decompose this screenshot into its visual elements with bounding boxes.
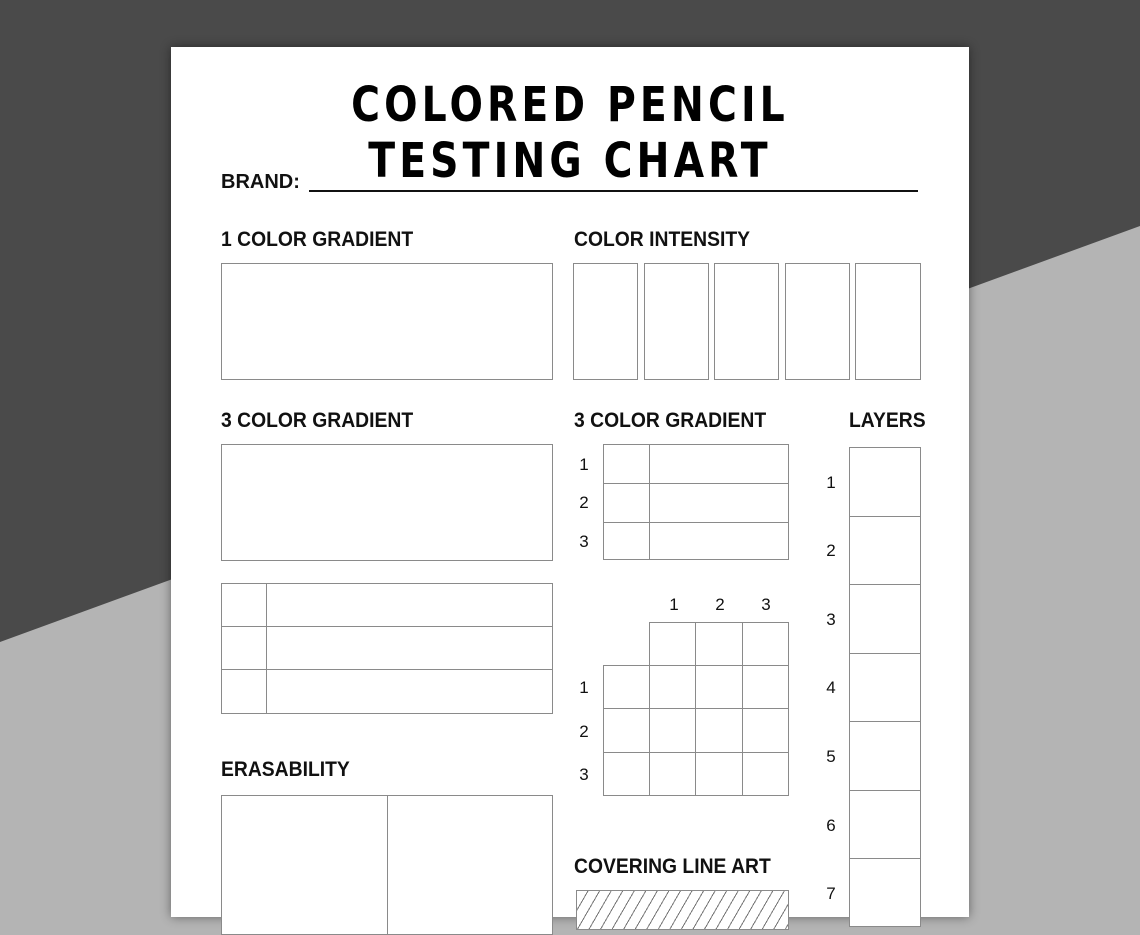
gradient-row-number: 2	[579, 493, 589, 512]
heading-covering-line-art: COVERING LINE ART	[574, 855, 771, 878]
gradient-swatch-table[interactable]	[603, 444, 789, 560]
heading-color-intensity: COLOR INTENSITY	[574, 228, 751, 251]
heading-one-color-gradient: 1 COLOR GRADIENT	[221, 228, 414, 251]
layer-divider	[849, 790, 921, 791]
layers-column[interactable]	[849, 447, 921, 927]
intensity-box-2[interactable]	[644, 263, 709, 380]
table-divider	[649, 444, 650, 560]
heading-three-color-gradient-right: 3 COLOR GRADIENT	[574, 409, 767, 432]
chart-sheet	[171, 47, 969, 917]
covering-line-art-box[interactable]	[576, 890, 789, 930]
mix-col-number: 1	[669, 595, 679, 614]
layer-number: 3	[826, 610, 836, 629]
one-color-gradient-box[interactable]	[221, 263, 553, 380]
table-divider	[649, 665, 650, 796]
table-divider	[695, 665, 696, 796]
layer-number: 6	[826, 816, 836, 835]
layer-number: 7	[826, 884, 836, 903]
layer-number: 1	[826, 473, 836, 492]
mix-grid-header-row[interactable]	[649, 622, 789, 666]
layer-divider	[849, 584, 921, 585]
table-divider	[695, 622, 696, 666]
table-divider	[266, 583, 267, 714]
intensity-box-1[interactable]	[573, 263, 638, 380]
table-divider	[742, 622, 743, 666]
mix-row-number: 1	[579, 678, 589, 697]
layer-number: 4	[826, 678, 836, 697]
table-divider	[603, 522, 789, 523]
table-divider	[742, 665, 743, 796]
layer-divider	[849, 721, 921, 722]
intensity-box-4[interactable]	[785, 263, 850, 380]
gradient-row-table[interactable]	[221, 583, 553, 714]
brand-label: BRAND:	[221, 171, 300, 193]
table-divider	[603, 752, 789, 753]
three-color-gradient-box[interactable]	[221, 444, 553, 561]
heading-layers: LAYERS	[849, 409, 926, 432]
erasability-divider	[387, 795, 388, 935]
brand-field-line[interactable]	[309, 190, 918, 192]
heading-erasability: ERASABILITY	[221, 758, 350, 781]
heading-three-color-gradient-left: 3 COLOR GRADIENT	[221, 409, 414, 432]
mix-col-number: 3	[761, 595, 771, 614]
intensity-box-5[interactable]	[855, 263, 921, 380]
table-divider	[603, 708, 789, 709]
table-divider	[221, 626, 553, 627]
layer-number: 2	[826, 541, 836, 560]
mix-grid[interactable]	[603, 665, 789, 796]
mix-row-number: 3	[579, 765, 589, 784]
layer-number: 5	[826, 747, 836, 766]
mix-row-number: 2	[579, 722, 589, 741]
table-divider	[603, 483, 789, 484]
mix-col-number: 2	[715, 595, 725, 614]
gradient-row-number: 3	[579, 532, 589, 551]
gradient-row-number: 1	[579, 455, 589, 474]
intensity-box-3[interactable]	[714, 263, 779, 380]
layer-divider	[849, 858, 921, 859]
table-divider	[221, 669, 553, 670]
page-title: COLORED PENCIL TESTING CHART	[351, 77, 789, 189]
layer-divider	[849, 653, 921, 654]
layer-divider	[849, 516, 921, 517]
